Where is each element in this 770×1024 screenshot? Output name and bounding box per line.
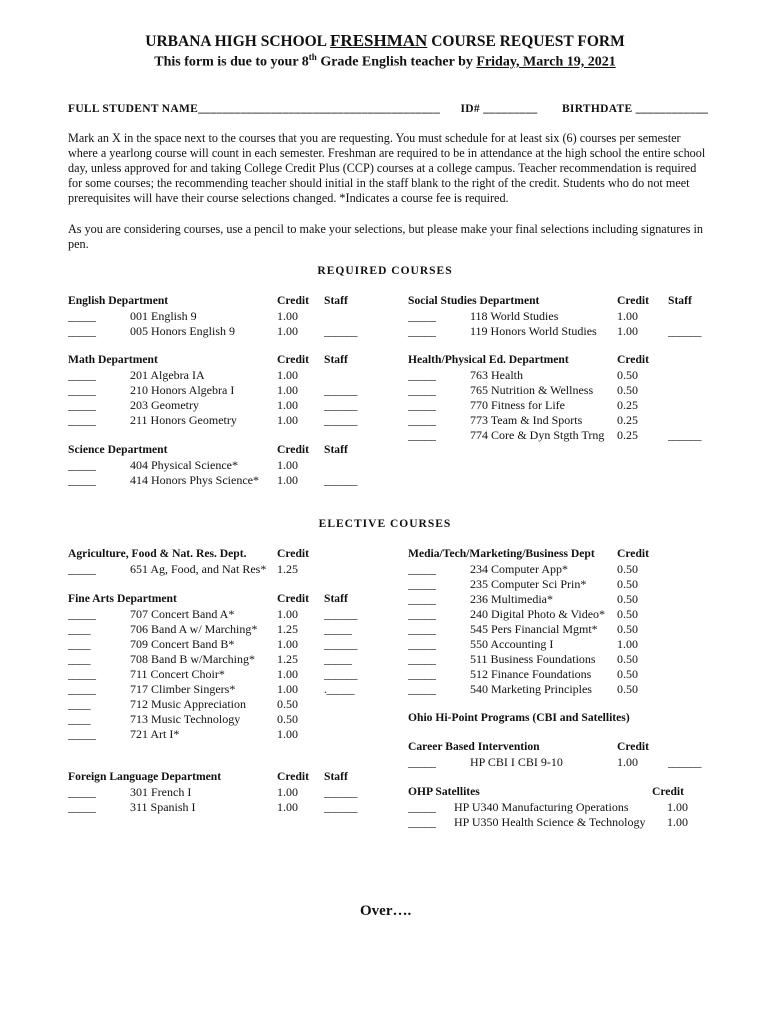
department-header xyxy=(68,353,388,368)
staff-initial-blank[interactable]: ______ xyxy=(324,383,357,397)
course-credit: 1.00 xyxy=(277,667,298,681)
course-credit: 0.50 xyxy=(617,682,638,696)
freshman-emphasis: FRESHMAN xyxy=(330,31,428,50)
course-credit: 1.00 xyxy=(277,413,298,427)
course-row xyxy=(408,592,708,607)
course-row xyxy=(408,637,708,652)
selection-blank[interactable]: ____ xyxy=(68,652,90,666)
course-row xyxy=(68,324,388,339)
health-pe-department xyxy=(408,353,708,443)
selection-blank[interactable]: _____ xyxy=(408,368,436,382)
selection-blank[interactable]: _____ xyxy=(408,309,436,323)
department-title: Media/Tech/Marketing/Business Dept xyxy=(408,547,595,560)
elective-courses-heading: ELECTIVE COURSES xyxy=(318,518,452,530)
staff-initial-blank[interactable]: ______ xyxy=(324,324,357,338)
course-name: 708 Band B w/Marching* xyxy=(130,652,255,666)
selection-blank[interactable]: _____ xyxy=(68,607,96,621)
ohp-satellites-title: OHP Satellites xyxy=(408,785,480,798)
selection-blank[interactable]: _____ xyxy=(408,667,436,681)
course-credit: 0.25 xyxy=(617,413,638,427)
full-name-field[interactable]: FULL STUDENT NAME________________________________________ xyxy=(68,103,441,115)
selection-blank[interactable]: ____ xyxy=(68,637,90,651)
staff-initial-blank[interactable]: ______ xyxy=(324,398,357,412)
course-credit: 1.00 xyxy=(667,800,688,814)
course-credit: 1.00 xyxy=(277,368,298,382)
course-name: 234 Computer App* xyxy=(470,562,568,576)
course-credit: 0.50 xyxy=(617,368,638,382)
course-row xyxy=(68,458,388,473)
selection-blank[interactable]: ____ xyxy=(68,697,90,711)
selection-blank[interactable]: _____ xyxy=(408,800,436,814)
selection-blank[interactable]: _____ xyxy=(408,607,436,621)
selection-blank[interactable]: _____ xyxy=(68,473,96,487)
course-name: 235 Computer Sci Prin* xyxy=(470,577,587,591)
credit-header: Credit xyxy=(277,353,309,366)
course-credit: 1.00 xyxy=(277,383,298,397)
department-header xyxy=(408,353,708,368)
course-row xyxy=(68,697,388,712)
id-field[interactable]: ID# _________ xyxy=(460,103,538,115)
course-row xyxy=(408,607,708,622)
course-row xyxy=(68,413,388,428)
course-credit: 1.00 xyxy=(277,607,298,621)
course-credit: 1.25 xyxy=(277,622,298,636)
selection-blank[interactable]: _____ xyxy=(408,815,436,829)
course-row xyxy=(68,800,388,815)
selection-blank[interactable]: ____ xyxy=(68,622,90,636)
course-credit: 0.50 xyxy=(617,562,638,576)
course-row xyxy=(408,562,708,577)
course-row xyxy=(408,428,708,443)
course-name: 770 Fitness for Life xyxy=(470,398,565,412)
department-header xyxy=(408,740,708,755)
due-line: This form is due to your 8th Grade English teacher by Friday, March 19, 2021 xyxy=(154,52,616,70)
course-credit: 0.25 xyxy=(617,398,638,412)
staff-initial-blank[interactable]: ______ xyxy=(324,785,357,799)
course-credit: 1.00 xyxy=(277,458,298,472)
credit-header: Credit xyxy=(617,547,649,560)
english-department xyxy=(68,294,388,339)
course-name: 545 Pers Financial Mgmt* xyxy=(470,622,598,636)
science-department xyxy=(68,443,388,488)
course-credit: 0.50 xyxy=(617,622,638,636)
staff-initial-blank[interactable]: ______ xyxy=(324,473,357,487)
course-row xyxy=(408,309,708,324)
due-date: Friday, March 19, 2021 xyxy=(476,54,616,70)
staff-header: Staff xyxy=(668,294,692,307)
student-fields xyxy=(68,103,708,115)
selection-blank[interactable]: _____ xyxy=(68,324,96,338)
course-row xyxy=(68,785,388,800)
selection-blank[interactable]: _____ xyxy=(68,383,96,397)
math-department xyxy=(68,353,388,428)
staff-initial-blank[interactable]: ______ xyxy=(324,607,357,621)
selection-blank[interactable]: _____ xyxy=(68,800,96,814)
course-row xyxy=(408,755,708,770)
course-name: 774 Core & Dyn Stgth Trng xyxy=(470,428,605,442)
course-credit: 1.00 xyxy=(277,727,298,741)
course-row xyxy=(408,815,708,830)
department-title: Social Studies Department xyxy=(408,294,540,307)
selection-blank[interactable]: _____ xyxy=(408,682,436,696)
course-name: 005 Honors English 9 xyxy=(130,324,235,338)
course-credit: 0.50 xyxy=(617,383,638,397)
course-credit: 1.00 xyxy=(277,785,298,799)
course-row xyxy=(408,652,708,667)
course-name: 721 Art I* xyxy=(130,727,180,741)
social-studies-department xyxy=(408,294,708,339)
course-name: 540 Marketing Principles xyxy=(470,682,592,696)
selection-blank[interactable]: _____ xyxy=(68,667,96,681)
staff-header: Staff xyxy=(324,294,348,307)
staff-initial-blank[interactable]: ______ xyxy=(668,428,701,442)
department-title: Foreign Language Department xyxy=(68,770,222,783)
foreign-language-department xyxy=(68,770,388,815)
credit-header: Credit xyxy=(277,770,309,783)
selection-blank[interactable]: _____ xyxy=(408,755,436,769)
course-name: 201 Algebra IA xyxy=(130,368,205,382)
credit-header: Credit xyxy=(277,547,309,560)
department-header xyxy=(408,547,708,562)
course-credit: 1.25 xyxy=(277,562,298,576)
staff-initial-blank[interactable]: ______ xyxy=(668,324,701,338)
course-name: 717 Climber Singers* xyxy=(130,682,236,696)
department-title: Agriculture, Food & Nat. Res. Dept. xyxy=(68,547,247,560)
course-name: 236 Multimedia* xyxy=(470,592,553,606)
course-name: 210 Honors Algebra I xyxy=(130,383,235,397)
course-name: HP U340 Manufacturing Operations xyxy=(454,800,629,814)
staff-initial-blank[interactable]: ______ xyxy=(324,800,357,814)
course-row xyxy=(68,622,388,637)
course-row xyxy=(408,398,708,413)
course-name: 651 Ag, Food, and Nat Res* xyxy=(130,562,267,576)
department-title: English Department xyxy=(68,294,169,307)
selection-blank[interactable]: _____ xyxy=(408,383,436,397)
staff-initial-blank[interactable]: ______ xyxy=(668,755,701,769)
course-row xyxy=(68,309,388,324)
course-credit: 0.50 xyxy=(617,592,638,606)
course-name: 713 Music Technology xyxy=(130,712,241,726)
course-credit: 1.00 xyxy=(667,815,688,829)
career-based-intervention xyxy=(408,740,708,770)
selection-blank[interactable]: _____ xyxy=(68,413,96,427)
selection-blank[interactable]: ____ xyxy=(68,712,90,726)
course-credit: 1.00 xyxy=(277,309,298,323)
selection-blank[interactable]: _____ xyxy=(408,428,436,442)
staff-initial-blank[interactable]: ._____ xyxy=(324,682,354,696)
credit-header: Credit xyxy=(617,294,649,307)
course-row xyxy=(408,800,708,815)
selection-blank[interactable]: _____ xyxy=(68,785,96,799)
course-row xyxy=(68,607,388,622)
course-row xyxy=(408,577,708,592)
course-credit: 0.50 xyxy=(277,697,298,711)
course-credit: 1.25 xyxy=(277,652,298,666)
course-name: 712 Music Appreciation xyxy=(130,697,246,711)
course-row xyxy=(408,324,708,339)
course-name: HP CBI I CBI 9-10 xyxy=(470,755,563,769)
selection-blank[interactable]: _____ xyxy=(68,562,96,576)
course-name: 512 Finance Foundations xyxy=(470,667,592,681)
department-title: Math Department xyxy=(68,353,158,366)
media-tech-business-department xyxy=(408,547,708,697)
selection-blank[interactable]: _____ xyxy=(68,368,96,382)
credit-header: Credit xyxy=(617,740,649,753)
course-name: 711 Concert Choir* xyxy=(130,667,225,681)
selection-blank[interactable]: _____ xyxy=(408,398,436,412)
selection-blank[interactable]: _____ xyxy=(68,398,96,412)
course-name: 511 Business Foundations xyxy=(470,652,596,666)
course-row xyxy=(408,383,708,398)
course-name: HP U350 Health Science & Technology xyxy=(454,815,646,829)
course-row xyxy=(68,368,388,383)
course-name: 118 World Studies xyxy=(470,309,559,323)
selection-blank[interactable]: _____ xyxy=(408,622,436,636)
department-title: Health/Physical Ed. Department xyxy=(408,353,569,366)
selection-blank[interactable]: _____ xyxy=(408,413,436,427)
course-credit: 1.00 xyxy=(277,398,298,412)
form-title: URBANA HIGH SCHOOL FRESHMAN COURSE REQUEST FORM xyxy=(145,31,625,50)
department-header xyxy=(68,294,388,309)
staff-initial-blank[interactable]: _____ xyxy=(324,652,352,666)
staff-header: Staff xyxy=(324,770,348,783)
staff-initial-blank[interactable]: ______ xyxy=(324,413,357,427)
course-row xyxy=(68,667,388,682)
course-name: 414 Honors Phys Science* xyxy=(130,473,259,487)
course-credit: 1.00 xyxy=(277,637,298,651)
over-note: Over…. xyxy=(360,903,412,919)
course-row xyxy=(68,682,388,697)
course-name: 211 Honors Geometry xyxy=(130,413,237,427)
selection-blank[interactable]: _____ xyxy=(408,324,436,338)
course-name: 311 Spanish I xyxy=(130,800,196,814)
course-name: 765 Nutrition & Wellness xyxy=(470,383,594,397)
staff-initial-blank[interactable]: ______ xyxy=(324,667,357,681)
course-row xyxy=(68,473,388,488)
department-title: Career Based Intervention xyxy=(408,740,540,753)
department-header xyxy=(68,547,388,562)
department-header xyxy=(68,770,388,785)
course-name: 706 Band A w/ Marching* xyxy=(130,622,258,636)
course-row xyxy=(408,413,708,428)
selection-blank[interactable]: _____ xyxy=(68,727,96,741)
staff-header: Staff xyxy=(324,592,348,605)
agriculture-department xyxy=(68,547,388,577)
course-name: 119 Honors World Studies xyxy=(470,324,597,338)
department-title: Science Department xyxy=(68,443,168,456)
staff-header: Staff xyxy=(324,443,348,456)
course-row xyxy=(68,383,388,398)
course-row xyxy=(68,562,388,577)
credit-header: Credit xyxy=(277,294,309,307)
course-credit: 0.25 xyxy=(617,428,638,442)
course-credit: 1.00 xyxy=(277,324,298,338)
course-row xyxy=(68,637,388,652)
credit-header: Credit xyxy=(617,353,649,366)
course-credit: 0.50 xyxy=(617,607,638,621)
department-title: Fine Arts Department xyxy=(68,592,177,605)
selection-blank[interactable]: _____ xyxy=(408,592,436,606)
required-courses-heading: REQUIRED COURSES xyxy=(317,265,453,277)
course-row xyxy=(68,712,388,727)
course-credit: 0.50 xyxy=(617,667,638,681)
course-credit: 1.00 xyxy=(277,473,298,487)
course-name: 709 Concert Band B* xyxy=(130,637,235,651)
course-row xyxy=(408,682,708,697)
course-name: 404 Physical Science* xyxy=(130,458,238,472)
ohio-hi-point-heading: Ohio Hi-Point Programs (CBI and Satellites) xyxy=(408,711,630,724)
fine-arts-department xyxy=(68,592,388,742)
course-credit: 0.50 xyxy=(617,652,638,666)
selection-blank[interactable]: _____ xyxy=(68,309,96,323)
course-name: 240 Digital Photo & Video* xyxy=(470,607,606,621)
course-credit: 1.00 xyxy=(277,800,298,814)
course-credit: 1.00 xyxy=(617,324,638,338)
pencil-note: As you are considering courses, use a pencil to make your selections, but please make your final selections including signatures in pen. xyxy=(68,222,703,251)
selection-blank[interactable]: _____ xyxy=(408,652,436,666)
selection-blank[interactable]: _____ xyxy=(408,577,436,591)
ohp-satellites xyxy=(408,785,708,830)
course-credit: 0.50 xyxy=(277,712,298,726)
staff-initial-blank[interactable]: ______ xyxy=(324,637,357,651)
selection-blank[interactable]: _____ xyxy=(68,682,96,696)
credit-header: Credit xyxy=(277,592,309,605)
course-credit: 1.00 xyxy=(277,682,298,696)
course-name: 707 Concert Band A* xyxy=(130,607,235,621)
course-credit: 1.00 xyxy=(617,755,638,769)
department-header xyxy=(68,592,388,607)
course-row xyxy=(408,622,708,637)
course-credit: 1.00 xyxy=(617,637,638,651)
selection-blank[interactable]: _____ xyxy=(408,562,436,576)
course-row xyxy=(408,667,708,682)
course-name: 763 Health xyxy=(470,368,523,382)
course-name: 550 Accounting I xyxy=(470,637,554,651)
course-row xyxy=(68,652,388,667)
instructions-paragraph: Mark an X in the space next to the courses that you are requesting. You must schedule for at least six (6) courses per semester where a yearlong course will count in each semester. Freshman are required to be in attendance at the high school the entire school day, unless approved for and taking College Credit Plus (CCP) courses at a college campus. Teacher recommendation is required for some courses; the recommending teacher should initial in the staff blank to the right of the credit. Students who do not meet prerequisites will have their course selections changed. *Indicates a course fee is required. xyxy=(68,131,706,205)
course-credit: 0.50 xyxy=(617,577,638,591)
course-name: 301 French I xyxy=(130,785,192,799)
ohp-credit-header: Credit xyxy=(652,785,684,798)
birthdate-field[interactable]: BIRTHDATE ____________ xyxy=(561,103,709,115)
course-row xyxy=(68,727,388,742)
selection-blank[interactable]: _____ xyxy=(408,637,436,651)
selection-blank[interactable]: _____ xyxy=(68,458,96,472)
course-name: 773 Team & Ind Sports xyxy=(470,413,583,427)
course-name: 001 English 9 xyxy=(130,309,197,323)
credit-header: Credit xyxy=(277,443,309,456)
course-row xyxy=(68,398,388,413)
staff-initial-blank[interactable]: _____ xyxy=(324,622,352,636)
course-name: 203 Geometry xyxy=(130,398,199,412)
course-credit: 1.00 xyxy=(617,309,638,323)
department-header xyxy=(68,443,388,458)
course-row xyxy=(408,368,708,383)
staff-header: Staff xyxy=(324,353,348,366)
department-header xyxy=(408,294,708,309)
